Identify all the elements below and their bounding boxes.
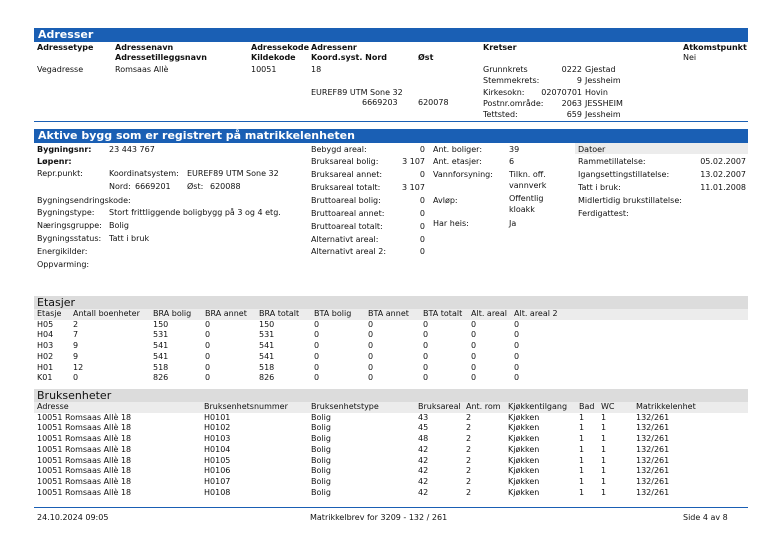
table-cell: H0102 — [204, 423, 231, 433]
krets-code: 659 — [566, 110, 582, 119]
col-header-adressetype: Adressetype — [37, 43, 94, 52]
section-title: Etasjer — [37, 296, 76, 309]
table-cell: 0 — [368, 319, 374, 329]
table-cell: 1 — [601, 455, 607, 465]
table-row — [37, 466, 716, 477]
table-cell: 2 — [466, 466, 472, 476]
table-cell: 150 — [259, 319, 275, 329]
krets-code: 02070701 — [541, 88, 582, 97]
datoer-title: Datoer — [578, 145, 606, 154]
koord-value: EUREF89 UTM Sone 32 — [187, 169, 279, 178]
table-cell: 1 — [579, 423, 585, 433]
table-cell: 1 — [579, 455, 585, 465]
atkomstpunkt-value: Nei — [683, 53, 697, 62]
table-row — [37, 363, 574, 374]
table-cell: 132/261 — [636, 455, 670, 465]
table-cell: H0105 — [204, 455, 231, 465]
table-row — [37, 477, 716, 488]
col-header-adressenavn: Adressenavn — [115, 43, 174, 52]
ant-etasjer-value: 6 — [509, 157, 515, 166]
krets-code: 0222 — [561, 65, 582, 74]
table-cell: 2 — [466, 412, 472, 422]
column-header: BRA annet — [205, 309, 247, 318]
table-row — [37, 330, 574, 341]
table-cell: Bolig — [311, 444, 331, 454]
table-cell: 541 — [259, 351, 275, 361]
table-row — [37, 445, 716, 456]
table-cell: 0 — [205, 330, 211, 340]
table-cell: 0 — [471, 330, 477, 340]
areal-value: 3 107 — [402, 183, 425, 192]
col-header-koord: Koord.syst. Nord — [311, 53, 388, 62]
table-cell: 43 — [418, 412, 429, 422]
harheis-label: Har heis: — [433, 219, 469, 228]
footer-page: Side 4 av 8 — [683, 513, 728, 522]
section-title: Aktive bygg som er registrert på matrikkelenheten — [38, 129, 355, 142]
table-cell: Bolig — [311, 434, 331, 444]
column-header: BRA totalt — [259, 309, 300, 318]
table-row — [37, 488, 716, 499]
table-cell: 132/261 — [636, 434, 670, 444]
table-row — [37, 320, 574, 331]
avlop-label: Avløp: — [433, 196, 458, 205]
areal-label: Bruksareal bolig: — [311, 157, 379, 166]
table-cell: 0 — [368, 362, 374, 372]
areal-label: Bruttoareal totalt: — [311, 222, 383, 231]
table-cell: 0 — [514, 341, 520, 351]
adressenavn-value: Romsaas Allè — [115, 65, 169, 74]
table-cell: 531 — [259, 330, 275, 340]
column-header: BTA bolig — [314, 309, 352, 318]
section-header-etasjer — [34, 296, 748, 309]
table-cell: 9 — [73, 351, 79, 361]
areal-label: Alternativt areal: — [311, 235, 379, 244]
table-cell: H03 — [37, 341, 54, 351]
table-cell: 0 — [314, 319, 320, 329]
col-header-adressetilleggsnavn: Adressetilleggsnavn — [115, 53, 207, 62]
adressekode-value: 10051 — [251, 65, 277, 74]
table-cell: 1 — [579, 466, 585, 476]
column-header: BTA totalt — [423, 309, 463, 318]
table-cell: 0 — [73, 373, 79, 383]
table-row — [37, 434, 716, 445]
krets-code: 9 — [576, 76, 582, 85]
col-header-atkomstpunkt: Atkomstpunkt — [683, 43, 747, 52]
areal-label: Bruksareal totalt: — [311, 183, 381, 192]
table-cell: 10051 Romsaas Allè 18 — [37, 434, 132, 444]
table-row — [37, 456, 716, 467]
ant-etasjer-label: Ant. etasjer: — [433, 157, 482, 166]
table-cell: 0 — [423, 351, 429, 361]
table-cell: H02 — [37, 351, 54, 361]
table-cell: 2 — [466, 487, 472, 497]
ost-value: 620088 — [210, 182, 241, 191]
table-cell: 10051 Romsaas Allè 18 — [37, 423, 132, 433]
table-cell: Kjøkken — [508, 423, 540, 433]
section-header-adresser — [34, 28, 748, 42]
column-header: Ant. rom — [466, 402, 501, 411]
bruksenheter-table — [37, 402, 716, 498]
table-cell: 0 — [205, 341, 211, 351]
table-cell: 0 — [205, 319, 211, 329]
table-cell: 0 — [205, 373, 211, 383]
bygningstype-value: Stort frittliggende boligbygg på 3 og 4 etg. — [109, 208, 281, 217]
column-header: Kjøkkentilgang — [508, 402, 568, 411]
ost-label: Øst: — [187, 182, 204, 191]
table-cell: 42 — [418, 476, 429, 486]
column-header: Etasje — [37, 309, 62, 318]
table-cell: 0 — [205, 351, 211, 361]
table-cell: Kjøkken — [508, 487, 540, 497]
areal-label: Bebygd areal: — [311, 145, 367, 154]
col-header-ost: Øst — [418, 53, 434, 62]
krets-label: Tettsted: — [483, 110, 518, 119]
column-header: BTA annet — [368, 309, 409, 318]
table-row — [37, 423, 716, 434]
areal-label: Alternativt areal 2: — [311, 247, 387, 256]
table-cell: 42 — [418, 487, 429, 497]
table-cell: Kjøkken — [508, 466, 540, 476]
ant-boliger-label: Ant. boliger: — [433, 145, 483, 154]
table-cell: 132/261 — [636, 487, 670, 497]
nord-value: 6669201 — [135, 182, 171, 191]
table-cell: 0 — [423, 330, 429, 340]
table-cell: 1 — [579, 444, 585, 454]
table-cell: 0 — [514, 319, 520, 329]
vannforsyning-value: vannverk — [509, 181, 547, 190]
dato-value: 05.02.2007 — [700, 157, 746, 166]
table-cell: 0 — [423, 319, 429, 329]
dato-label: Midlertidig brukstillatelse: — [578, 196, 682, 205]
table-cell: 541 — [153, 341, 169, 351]
column-header: Alt. areal — [471, 309, 507, 318]
krets-name: JESSHEIM — [585, 99, 623, 108]
table-cell: H04 — [37, 330, 54, 340]
dato-label: Ferdigattest: — [578, 209, 629, 218]
dato-label: Tatt i bruk: — [578, 183, 621, 192]
etasjer-table — [37, 309, 574, 384]
section-header-bruksenheter — [34, 389, 748, 402]
table-cell: 132/261 — [636, 476, 670, 486]
bygningsnr-value: 23 443 767 — [109, 145, 155, 154]
table-cell: 42 — [418, 455, 429, 465]
table-cell: 132/261 — [636, 466, 670, 476]
adressetype-value: Vegadresse — [37, 65, 84, 74]
table-cell: 2 — [466, 444, 472, 454]
table-cell: 132/261 — [636, 423, 670, 433]
table-cell: 0 — [514, 373, 520, 383]
dato-label: Rammetillatelse: — [578, 157, 646, 166]
table-cell: 0 — [368, 330, 374, 340]
table-cell: 0 — [314, 351, 320, 361]
avlop-value: kloakk — [509, 205, 535, 214]
krets-label: Grunnkrets — [483, 65, 528, 74]
table-cell: 10051 Romsaas Allè 18 — [37, 487, 132, 497]
table-cell: 1 — [579, 476, 585, 486]
table-cell: 0 — [471, 351, 477, 361]
table-cell: Bolig — [311, 487, 331, 497]
table-cell: 518 — [259, 362, 275, 372]
bygningsnr-label: Bygningsnr: — [37, 145, 92, 154]
table-cell: 10051 Romsaas Allè 18 — [37, 444, 132, 454]
table-cell: 1 — [601, 487, 607, 497]
table-cell: 1 — [601, 466, 607, 476]
table-cell: H0108 — [204, 487, 231, 497]
table-cell: 132/261 — [636, 444, 670, 454]
vannforsyning-value: Tilkn. off. — [509, 170, 546, 179]
table-cell: 10051 Romsaas Allè 18 — [37, 476, 132, 486]
column-header: Adresse — [37, 402, 69, 411]
table-cell: 0 — [368, 351, 374, 361]
koordsys-value: EUREF89 UTM Sone 32 — [311, 88, 403, 97]
table-cell: 1 — [579, 412, 585, 422]
table-cell: Bolig — [311, 466, 331, 476]
table-cell: 0 — [368, 373, 374, 383]
footer-timestamp: 24.10.2024 09:05 — [37, 513, 109, 522]
table-cell: 0 — [471, 319, 477, 329]
table-row — [37, 352, 574, 363]
table-cell: H0106 — [204, 466, 231, 476]
col-header-kildekode: Kildekode — [251, 53, 296, 62]
table-cell: 42 — [418, 466, 429, 476]
krets-label: Postnr.område: — [483, 99, 544, 108]
ant-boliger-value: 39 — [509, 145, 520, 154]
table-cell: 0 — [368, 341, 374, 351]
col-header-adressenr: Adressenr — [311, 43, 357, 52]
table-cell: 2 — [73, 319, 79, 329]
table-cell: H05 — [37, 319, 54, 329]
table-cell: H0104 — [204, 444, 231, 454]
table-cell: Kjøkken — [508, 412, 540, 422]
table-cell: 0 — [471, 341, 477, 351]
energikilder-label: Energikilder: — [37, 247, 88, 256]
footer-divider — [34, 507, 748, 508]
table-cell: 2 — [466, 476, 472, 486]
avlop-value: Offentlig — [509, 194, 544, 203]
table-cell: H01 — [37, 362, 54, 372]
table-cell: 10051 Romsaas Allè 18 — [37, 466, 132, 476]
table-cell: 0 — [423, 373, 429, 383]
column-header: Alt. areal 2 — [514, 309, 558, 318]
section-title: Bruksenheter — [37, 389, 112, 402]
dato-label: Igangsettingstillatelse: — [578, 170, 670, 179]
krets-name: Gjestad — [585, 65, 616, 74]
table-cell: 541 — [259, 341, 275, 351]
table-cell: 826 — [259, 373, 275, 383]
column-header: WC — [601, 402, 615, 411]
table-cell: 2 — [466, 423, 472, 433]
table-cell: 0 — [205, 362, 211, 372]
areal-value: 0 — [419, 196, 425, 205]
section-header-bygg — [34, 129, 748, 143]
column-header: Matrikkelenhet — [636, 402, 696, 411]
table-cell: 1 — [579, 434, 585, 444]
endringskode-label: Bygningsendringskode: — [37, 196, 131, 205]
naeringsgruppe-label: Næringsgruppe: — [37, 221, 102, 230]
krets-name: Hovin — [585, 88, 608, 97]
table-cell: Bolig — [311, 423, 331, 433]
column-header: Antall boenheter — [73, 309, 140, 318]
naeringsgruppe-value: Bolig — [109, 221, 129, 230]
section-title: Adresser — [38, 28, 94, 41]
table-cell: 1 — [601, 423, 607, 433]
table-cell: 0 — [314, 373, 320, 383]
col-header-adressekode: Adressekode — [251, 43, 309, 52]
table-cell: Bolig — [311, 476, 331, 486]
table-cell: 10051 Romsaas Allè 18 — [37, 412, 132, 422]
table-cell: 7 — [73, 330, 79, 340]
areal-value: 0 — [419, 209, 425, 218]
table-cell: Kjøkken — [508, 434, 540, 444]
table-cell: Kjøkken — [508, 455, 540, 465]
lopenr-label: Løpenr: — [37, 157, 72, 166]
table-row — [37, 413, 716, 424]
table-cell: 0 — [514, 351, 520, 361]
table-cell: 0 — [514, 362, 520, 372]
areal-value: 0 — [419, 170, 425, 179]
table-cell: Kjøkken — [508, 476, 540, 486]
column-header: Bruksenhetstype — [311, 402, 379, 411]
table-cell: 541 — [153, 351, 169, 361]
bygningsstatus-label: Bygningsstatus: — [37, 234, 102, 243]
divider — [34, 121, 748, 122]
table-cell: 2 — [466, 455, 472, 465]
table-cell: H0107 — [204, 476, 231, 486]
table-cell: 0 — [471, 373, 477, 383]
nord-value: 6669203 — [362, 98, 398, 107]
table-cell: 42 — [418, 444, 429, 454]
table-cell: 10051 Romsaas Allè 18 — [37, 455, 132, 465]
table-cell: 150 — [153, 319, 169, 329]
col-header-kretser: Kretser — [483, 43, 517, 52]
krets-code: 2063 — [561, 99, 582, 108]
reprpunkt-label: Repr.punkt: — [37, 169, 83, 178]
table-cell: 826 — [153, 373, 169, 383]
table-header-row — [37, 402, 716, 413]
nord-label: Nord: — [109, 182, 131, 191]
areal-label: Bruttoareal annet: — [311, 209, 385, 218]
table-cell: K01 — [37, 373, 53, 383]
table-cell: 1 — [601, 444, 607, 454]
adressenr-value: 18 — [311, 65, 322, 74]
table-cell: 48 — [418, 434, 429, 444]
column-header: Bruksareal — [418, 402, 461, 411]
table-cell: 132/261 — [636, 412, 670, 422]
table-cell: 1 — [601, 476, 607, 486]
vannforsyning-label: Vannforsyning: — [433, 170, 493, 179]
oppvarming-label: Oppvarming: — [37, 260, 90, 269]
ost-value: 620078 — [418, 98, 449, 107]
table-cell: 0 — [471, 362, 477, 372]
krets-label: Kirkesokn: — [483, 88, 525, 97]
krets-name: Jessheim — [585, 76, 621, 85]
table-cell: Bolig — [311, 412, 331, 422]
areal-label: Bruttoareal bolig: — [311, 196, 381, 205]
table-cell: 1 — [601, 434, 607, 444]
harheis-value: Ja — [509, 219, 517, 228]
table-cell: 518 — [153, 362, 169, 372]
areal-value: 0 — [419, 145, 425, 154]
koord-label: Koordinatsystem: — [109, 169, 179, 178]
krets-name: Jessheim — [585, 110, 621, 119]
table-cell: 1 — [579, 487, 585, 497]
table-row — [37, 373, 574, 384]
dato-value: 11.01.2008 — [700, 183, 746, 192]
column-header: Bruksenhetsnummer — [204, 402, 288, 411]
dato-value: 13.02.2007 — [700, 170, 746, 179]
table-cell: 0 — [514, 330, 520, 340]
table-cell: 0 — [423, 362, 429, 372]
areal-value: 3 107 — [402, 157, 425, 166]
table-cell: 0 — [314, 330, 320, 340]
table-header-row — [37, 309, 574, 320]
column-header: BRA bolig — [153, 309, 192, 318]
areal-value: 0 — [419, 222, 425, 231]
table-cell: 45 — [418, 423, 429, 433]
krets-label: Stemmekrets: — [483, 76, 540, 85]
table-cell: Kjøkken — [508, 444, 540, 454]
areal-label: Bruksareal annet: — [311, 170, 383, 179]
column-header: Bad — [579, 402, 595, 411]
table-cell: 9 — [73, 341, 79, 351]
bygningsstatus-value: Tatt i bruk — [109, 234, 150, 243]
table-cell: Bolig — [311, 455, 331, 465]
table-cell: 12 — [73, 362, 84, 372]
table-cell: H0101 — [204, 412, 231, 422]
table-cell: 0 — [314, 362, 320, 372]
table-cell: H0103 — [204, 434, 231, 444]
areal-value: 0 — [419, 235, 425, 244]
table-cell: 0 — [423, 341, 429, 351]
table-cell: 531 — [153, 330, 169, 340]
table-row — [37, 341, 574, 352]
areal-value: 0 — [419, 247, 425, 256]
table-cell: 0 — [314, 341, 320, 351]
table-cell: 1 — [601, 412, 607, 422]
footer-center: Matrikkelbrev for 3209 - 132 / 261 — [310, 513, 448, 522]
table-cell: 2 — [466, 434, 472, 444]
bygningstype-label: Bygningstype: — [37, 208, 95, 217]
